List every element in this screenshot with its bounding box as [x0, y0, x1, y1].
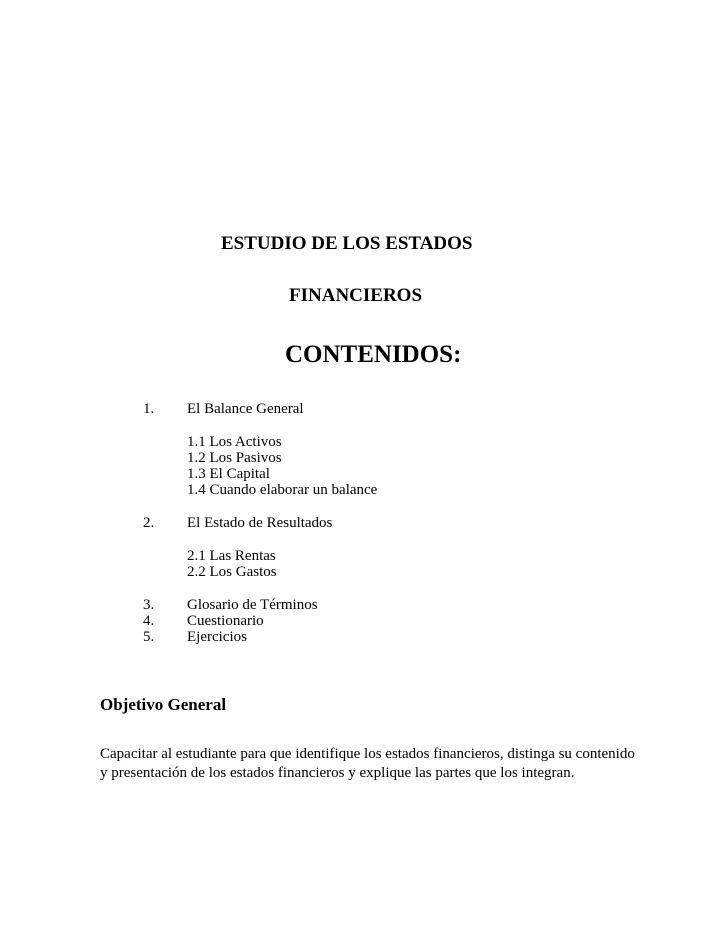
- toc-subitem-cuando-elaborar: 1.4 Cuando elaborar un balance: [187, 482, 378, 498]
- toc-item-estado-resultados: El Estado de Resultados: [187, 515, 333, 531]
- toc-item-glosario: Glosario de Términos: [187, 597, 318, 613]
- toc-number-1: 1.: [143, 401, 155, 417]
- toc-number-3: 3.: [143, 597, 155, 613]
- toc-number-5: 5.: [143, 629, 155, 645]
- toc-item-ejercicios: Ejercicios: [187, 629, 247, 645]
- toc-item-balance-general: El Balance General: [187, 401, 304, 417]
- document-title-line-1: ESTUDIO DE LOS ESTADOS: [221, 233, 473, 254]
- objective-heading: Objetivo General: [100, 695, 227, 714]
- document-title-line-2: FINANCIEROS: [289, 285, 423, 306]
- toc-number-2: 2.: [143, 515, 155, 531]
- contents-heading: CONTENIDOS:: [285, 341, 462, 368]
- toc-subitem-capital: 1.3 El Capital: [187, 466, 270, 482]
- toc-subitem-rentas: 2.1 Las Rentas: [187, 548, 276, 564]
- toc-subitem-gastos: 2.2 Los Gastos: [187, 564, 277, 580]
- toc-item-cuestionario: Cuestionario: [187, 613, 264, 629]
- objective-paragraph: Capacitar al estudiante para que identifique los estados financieros, distinga su contenido y presentación de los estados financieros y explique las partes que los integran.: [100, 746, 635, 781]
- toc-subitem-activos: 1.1 Los Activos: [187, 434, 282, 450]
- toc-number-4: 4.: [143, 613, 155, 629]
- toc-subitem-pasivos: 1.2 Los Pasivos: [187, 450, 282, 466]
